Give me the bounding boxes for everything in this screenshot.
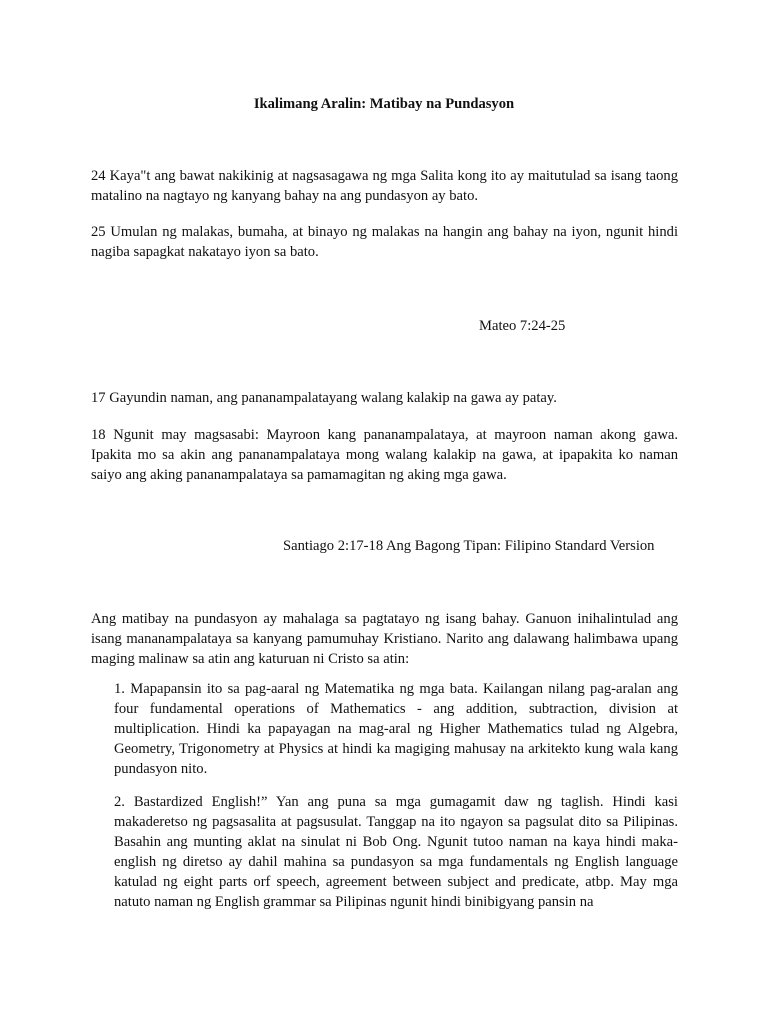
reference-mateo: Mateo 7:24-25 [479, 318, 566, 334]
list-item-1: 1. Mapapansin ito sa pag-aaral ng Matematika ng mga bata. Kailangan nilang pag-aralan ang four fundamental operations of Mathematics - ang addition, subtraction, division at multiplication. Hindi ka papayagan na mag-aral ng Higher Mathematics tulad ng Algebra, Geometry, Trigonometry at Physics at hindi ka magiging mahusay na arkitekto kung wala kang pundasyon nito. [114, 681, 678, 777]
verse-24: 24 Kaya"t ang bawat nakikinig at nagsasagawa ng mga Salita kong ito ay maitutulad sa isang taong matalino na nagtayo ng kanyang bahay na ang pundasyon ay bato. [91, 168, 678, 204]
verse-18: 18 Ngunit may magsasabi: Mayroon kang pananampalataya, at mayroon naman akong gawa. Ipakita mo sa akin ang pananampalataya mong walang kalakip na gawa, at ipapakita ko naman saiyo ang aking pananampalataya sa pamamagitan ng aking mga gawa. [91, 427, 678, 483]
verse-25: 25 Umulan ng malakas, bumaha, at binayo ng malakas na hangin ang bahay na iyon, ngunit hindi nagiba sapagkat nakatayo iyon sa bato. [91, 224, 678, 260]
list-item-2: 2. Bastardized English!” Yan ang puna sa mga gumagamit daw ng taglish. Hindi kasi makaderetso ng pagsasalita at pagsusulat. Tanggap na ito ngayon sa pagsulat dito sa Pilipinas. Basahin ang munting aklat na sinulat ni Bob Ong. Ngunit tutoo naman na kaya hindi maka-english ng diretso ay dahil mahina sa pundasyon sa mga fundamentals ng English language katulad ng eight parts orf speech, agreement between subject and predicate, atbp. May mga natuto naman ng English grammar sa Pilipinas ngunit hindi binibigyang pansin na [114, 794, 678, 910]
intro-paragraph: Ang matibay na pundasyon ay mahalaga sa pagtatayo ng isang bahay. Ganuon inihalintulad ang isang mananampalataya sa kanyang pamumuhay Kristiano. Narito ang dalawang halimbawa upang maging malinaw sa atin ang katuruan ni Cristo sa atin: [91, 611, 678, 667]
verse-17: 17 Gayundin naman, ang pananampalatayang walang kalakip na gawa ay patay. [91, 390, 557, 406]
reference-santiago: Santiago 2:17-18 Ang Bagong Tipan: Filipino Standard Version [283, 538, 655, 554]
document-title: Ikalimang Aralin: Matibay na Pundasyon [253, 96, 515, 112]
